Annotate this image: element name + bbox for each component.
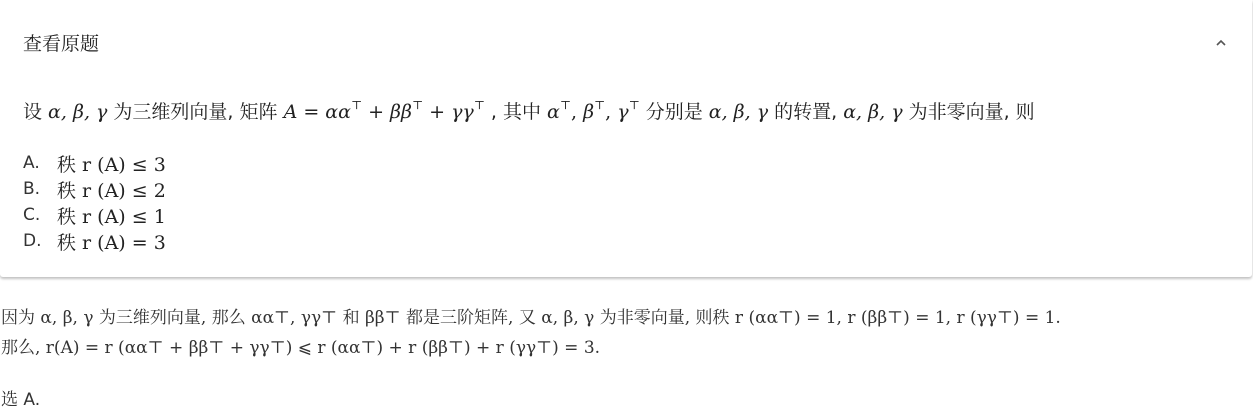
panel-title: 查看原题: [23, 33, 100, 55]
analysis-line-2: 那么, r(A) = r (αα⊤ + ββ⊤ + γγ⊤) ⩽ r (αα⊤) + r (ββ⊤) + r (γγ⊤) = 3.: [1, 338, 601, 358]
option-text: 秩 r (A) ≤ 2: [57, 179, 166, 202]
option-d[interactable]: [23, 228, 166, 254]
option-a[interactable]: [23, 150, 166, 176]
chevron-up-icon[interactable]: [1214, 36, 1228, 50]
option-b[interactable]: [23, 176, 166, 202]
option-letter: B.: [23, 179, 41, 199]
option-text: 秩 r (A) = 3: [57, 231, 166, 254]
option-text: 秩 r (A) ≤ 3: [57, 153, 166, 176]
option-letter: A.: [23, 153, 40, 173]
answer-text: 选 A.: [1, 390, 41, 410]
option-text: 秩 r (A) ≤ 1: [57, 205, 166, 228]
view-original-header[interactable]: [0, 0, 1252, 88]
option-c[interactable]: [23, 202, 166, 228]
option-letter: C.: [23, 205, 41, 225]
options-list: [23, 150, 166, 254]
question-stem: 设 α, β, γ 为三维列向量, 矩阵 A = αα⊤ + ββ⊤ + γγ⊤ , 其中 α⊤, β⊤, γ⊤ 分别是 α, β, γ 的转置, α, β, γ 为非零向量, 则: [23, 97, 1035, 123]
solution-analysis: [1, 303, 1251, 363]
analysis-line-1: 因为 α, β, γ 为三维列向量, 那么 αα⊤, γγ⊤ 和 ββ⊤ 都是三阶矩阵, 又 α, β, γ 为非零向量, 则秩 r (αα⊤) = 1, r (ββ⊤) = 1, r (γγ⊤) = 1.: [1, 308, 1061, 328]
option-letter: D.: [23, 231, 42, 251]
